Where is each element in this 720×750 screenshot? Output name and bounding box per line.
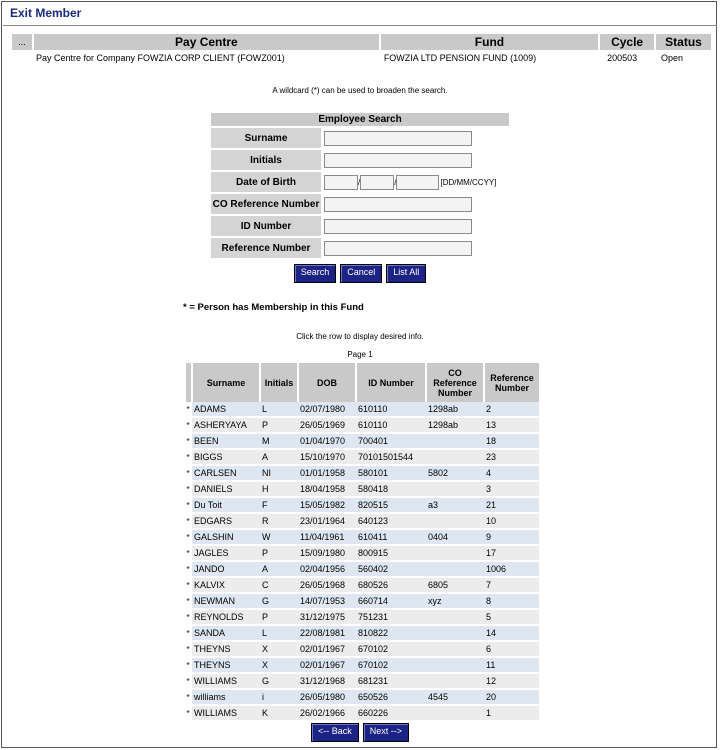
reference-number-input[interactable] <box>324 241 472 256</box>
surname-label: Surname <box>211 126 321 148</box>
list-all-button[interactable]: List All <box>386 264 426 283</box>
dob-cell: 02/01/1967 <box>298 657 356 673</box>
table-row[interactable] <box>186 513 539 529</box>
back-button[interactable]: <-- Back <box>311 723 359 742</box>
id-number-cell: 751231 <box>356 609 426 625</box>
membership-marker: * <box>186 545 192 561</box>
membership-marker: * <box>186 561 192 577</box>
dob-cell: 26/05/1969 <box>298 417 356 433</box>
employee-search-title: Employee Search <box>211 113 509 126</box>
membership-marker: * <box>186 625 192 641</box>
membership-marker: * <box>186 433 192 449</box>
co-reference-cell: 1298ab <box>426 417 484 433</box>
status-cell: Open <box>661 53 684 63</box>
table-row[interactable] <box>186 609 539 625</box>
dob-cell: 23/01/1964 <box>298 513 356 529</box>
membership-marker: * <box>186 481 192 497</box>
surname-cell: ASHERYAYA <box>192 417 260 433</box>
initials-cell: K <box>260 705 298 721</box>
initials-cell: P <box>260 417 298 433</box>
dob-label: Date of Birth <box>211 170 321 192</box>
initials-cell: i <box>260 689 298 705</box>
surname-cell: DANIELS <box>192 481 260 497</box>
membership-marker: * <box>186 657 192 673</box>
cycle-column-header: Cycle <box>599 34 655 50</box>
co-reference-cell <box>426 625 484 641</box>
id-number-cell: 670102 <box>356 657 426 673</box>
co-reference-cell <box>426 641 484 657</box>
membership-marker: * <box>186 689 192 705</box>
dob-cell: 01/01/1958 <box>298 465 356 481</box>
id-number-cell: 610110 <box>356 402 426 417</box>
table-row[interactable] <box>186 497 539 513</box>
dob-cell: 18/04/1958 <box>298 481 356 497</box>
id-number-cell: 670102 <box>356 641 426 657</box>
co-reference-label: CO Reference Number <box>211 192 321 214</box>
initials-cell: NI <box>260 465 298 481</box>
membership-marker: * <box>186 593 192 609</box>
surname-cell: EDGARS <box>192 513 260 529</box>
table-row[interactable] <box>186 689 539 705</box>
next-button[interactable]: Next --> <box>363 723 409 742</box>
id-number-cell: 810822 <box>356 625 426 641</box>
dob-cell: 26/05/1968 <box>298 577 356 593</box>
wildcard-note: A wildcard (*) can be used to broaden the search. <box>272 86 448 95</box>
membership-marker: * <box>186 513 192 529</box>
id-number-cell: 820515 <box>356 497 426 513</box>
cancel-button[interactable]: Cancel <box>340 264 382 283</box>
surname-cell: williams <box>192 689 260 705</box>
membership-marker: * <box>186 705 192 721</box>
co-reference-cell: a3 <box>426 497 484 513</box>
initials-cell: H <box>260 481 298 497</box>
fund-column-header: Fund <box>380 34 599 50</box>
pay-centre-column-header: Pay Centre <box>33 34 380 50</box>
dob-cell: 31/12/1975 <box>298 609 356 625</box>
membership-marker: * <box>186 402 192 417</box>
id-number-cell: 70101501544 <box>356 449 426 465</box>
surname-column-header[interactable]: Surname <box>192 363 260 402</box>
id-number-cell: 700401 <box>356 433 426 449</box>
id-number-column-header[interactable]: ID Number <box>356 363 426 402</box>
table-row[interactable] <box>186 433 539 449</box>
dob-cell: 14/07/1953 <box>298 593 356 609</box>
co-reference-cell <box>426 481 484 497</box>
id-number-input[interactable] <box>324 219 472 234</box>
id-number-cell: 610411 <box>356 529 426 545</box>
surname-cell: THEYNS <box>192 657 260 673</box>
co-reference-cell <box>426 449 484 465</box>
table-row[interactable] <box>186 402 539 417</box>
table-row[interactable] <box>186 705 539 721</box>
co-reference-cell <box>426 433 484 449</box>
cycle-cell: 200503 <box>607 53 638 63</box>
dob-cell: 15/05/1982 <box>298 497 356 513</box>
initials-cell: X <box>260 641 298 657</box>
search-button[interactable]: Search <box>294 264 337 283</box>
reference-number-cell: 1 <box>484 705 539 721</box>
pay-centre-cell: Pay Centre for Company FOWZIA CORP CLIENT (FOWZ001) <box>36 53 285 63</box>
co-reference-cell: 5802 <box>426 465 484 481</box>
reference-number-cell: 21 <box>484 497 539 513</box>
co-reference-cell: 4545 <box>426 689 484 705</box>
surname-cell: NEWMAN <box>192 593 260 609</box>
table-row[interactable] <box>186 561 539 577</box>
table-row[interactable] <box>186 577 539 593</box>
reference-number-cell: 9 <box>484 529 539 545</box>
reference-number-cell: 2 <box>484 402 539 417</box>
reference-number-cell: 5 <box>484 609 539 625</box>
co-reference-cell <box>426 545 484 561</box>
reference-header-line2: Number <box>494 382 529 393</box>
table-row[interactable] <box>186 417 539 433</box>
pay-centre-row[interactable] <box>12 50 711 66</box>
table-row[interactable] <box>186 449 539 465</box>
initials-cell: A <box>260 449 298 465</box>
initials-cell: F <box>260 497 298 513</box>
co-reference-cell: 1298ab <box>426 402 484 417</box>
table-row[interactable] <box>186 529 539 545</box>
initials-column-header[interactable]: Initials <box>260 363 298 402</box>
dob-separator: / <box>394 177 397 187</box>
results-body <box>186 402 539 721</box>
initials-cell: A <box>260 561 298 577</box>
id-number-cell: 610110 <box>356 417 426 433</box>
initials-input[interactable] <box>324 153 472 168</box>
table-row[interactable] <box>186 673 539 689</box>
surname-cell: THEYNS <box>192 641 260 657</box>
surname-cell: BIGGS <box>192 449 260 465</box>
membership-marker: * <box>186 609 192 625</box>
initials-cell: G <box>260 673 298 689</box>
surname-cell: Du Toit <box>192 497 260 513</box>
table-row[interactable] <box>186 481 539 497</box>
table-row[interactable] <box>186 641 539 657</box>
id-number-cell: 580418 <box>356 481 426 497</box>
co-reference-column-header[interactable] <box>426 363 484 402</box>
membership-marker: * <box>186 497 192 513</box>
dob-format-hint: [DD/MM/CCYY] <box>440 177 497 187</box>
surname-cell: REYNOLDS <box>192 609 260 625</box>
dob-cell: 11/04/1961 <box>298 529 356 545</box>
co-reference-cell <box>426 513 484 529</box>
reference-number-cell: 13 <box>484 417 539 433</box>
co-reference-input[interactable] <box>324 197 472 212</box>
membership-marker: * <box>186 577 192 593</box>
dob-cell: 22/08/1981 <box>298 625 356 641</box>
initials-cell: M <box>260 433 298 449</box>
surname-cell: CARLSEN <box>192 465 260 481</box>
initials-cell: P <box>260 609 298 625</box>
id-number-cell: 660226 <box>356 705 426 721</box>
reference-header-line1: Reference <box>490 372 534 383</box>
dob-column-header[interactable]: DOB <box>298 363 356 402</box>
reference-number-cell: 10 <box>484 513 539 529</box>
surname-cell: BEEN <box>192 433 260 449</box>
pagination-row <box>0 723 720 742</box>
reference-number-cell: 20 <box>484 689 539 705</box>
id-number-cell: 800915 <box>356 545 426 561</box>
membership-note: * = Person has Membership in this Fund <box>183 302 364 313</box>
id-number-cell: 580101 <box>356 465 426 481</box>
surname-cell: JAGLES <box>192 545 260 561</box>
search-button-row <box>0 264 720 283</box>
id-number-cell: 680526 <box>356 577 426 593</box>
surname-cell: KALVIX <box>192 577 260 593</box>
reference-number-cell: 6 <box>484 641 539 657</box>
reference-number-cell: 17 <box>484 545 539 561</box>
co-reference-cell <box>426 673 484 689</box>
table-row[interactable] <box>186 657 539 673</box>
dob-cell: 26/02/1966 <box>298 705 356 721</box>
dob-day-input[interactable] <box>324 175 361 190</box>
reference-number-cell: 7 <box>484 577 539 593</box>
id-number-cell: 560402 <box>356 561 426 577</box>
surname-cell: WILLIAMS <box>192 705 260 721</box>
reference-number-cell: 4 <box>484 465 539 481</box>
id-number-cell: 681231 <box>356 673 426 689</box>
surname-cell: WILLIAMS <box>192 673 260 689</box>
co-reference-cell <box>426 705 484 721</box>
co-reference-cell <box>426 609 484 625</box>
id-number-cell: 640123 <box>356 513 426 529</box>
surname-cell: ADAMS <box>192 402 260 417</box>
initials-cell: L <box>260 625 298 641</box>
dob-cell: 02/04/1956 <box>298 561 356 577</box>
reference-number-cell: 18 <box>484 433 539 449</box>
initials-cell: R <box>260 513 298 529</box>
dob-cell: 02/07/1980 <box>298 402 356 417</box>
co-reference-header-line3: Number <box>437 387 472 398</box>
dob-field-group <box>324 175 509 190</box>
reference-number-cell: 12 <box>484 673 539 689</box>
membership-marker: * <box>186 449 192 465</box>
initials-cell: L <box>260 402 298 417</box>
pay-centre-header-row <box>12 34 711 50</box>
fund-cell: FOWZIA LTD PENSION FUND (1009) <box>383 53 537 63</box>
dob-cell: 31/12/1968 <box>298 673 356 689</box>
id-number-label: ID Number <box>211 214 321 236</box>
status-column-header: Status <box>655 34 711 50</box>
reference-number-cell: 1006 <box>484 561 539 577</box>
membership-marker: * <box>186 465 192 481</box>
co-reference-header-line1: CO <box>448 367 462 378</box>
title-divider <box>3 25 717 26</box>
dob-month-input[interactable] <box>360 175 397 190</box>
membership-marker: * <box>186 673 192 689</box>
pay-centre-table <box>12 34 711 66</box>
surname-cell: GALSHIN <box>192 529 260 545</box>
reference-number-cell: 11 <box>484 657 539 673</box>
page-title: Exit Member <box>10 6 82 20</box>
co-reference-cell: 0404 <box>426 529 484 545</box>
membership-marker: * <box>186 641 192 657</box>
expand-column-header[interactable]: ... <box>12 34 33 50</box>
membership-marker: * <box>186 529 192 545</box>
membership-marker: * <box>186 417 192 433</box>
table-row[interactable] <box>186 545 539 561</box>
results-header-row <box>186 363 539 402</box>
page-number: Page 1 <box>347 350 373 359</box>
results-table <box>186 363 539 722</box>
reference-number-label: Reference Number <box>211 236 321 258</box>
table-row[interactable] <box>186 593 539 609</box>
dob-cell: 15/09/1980 <box>298 545 356 561</box>
reference-number-cell: 14 <box>484 625 539 641</box>
dob-year-input[interactable] <box>396 175 439 190</box>
surname-input[interactable] <box>324 131 472 146</box>
reference-number-cell: 8 <box>484 593 539 609</box>
co-reference-header-line2: Reference <box>433 377 477 388</box>
co-reference-cell: xyz <box>426 593 484 609</box>
table-row[interactable] <box>186 625 539 641</box>
reference-number-cell: 23 <box>484 449 539 465</box>
initials-label: Initials <box>211 148 321 170</box>
dob-cell: 01/04/1970 <box>298 433 356 449</box>
dob-separator: / <box>358 177 361 187</box>
co-reference-cell: 6805 <box>426 577 484 593</box>
id-number-cell: 660714 <box>356 593 426 609</box>
initials-cell: G <box>260 593 298 609</box>
surname-cell: SANDA <box>192 625 260 641</box>
initials-cell: W <box>260 529 298 545</box>
dob-cell: 02/01/1967 <box>298 641 356 657</box>
employee-search-form <box>211 113 509 258</box>
reference-column-header[interactable] <box>484 363 539 402</box>
initials-cell: X <box>260 657 298 673</box>
table-row[interactable] <box>186 465 539 481</box>
reference-number-cell: 3 <box>484 481 539 497</box>
initials-cell: P <box>260 545 298 561</box>
dob-cell: 26/05/1980 <box>298 689 356 705</box>
click-row-note: Click the row to display desired info. <box>296 332 424 341</box>
co-reference-cell <box>426 657 484 673</box>
co-reference-cell <box>426 561 484 577</box>
initials-cell: C <box>260 577 298 593</box>
id-number-cell: 650526 <box>356 689 426 705</box>
surname-cell: JANDO <box>192 561 260 577</box>
dob-cell: 15/10/1970 <box>298 449 356 465</box>
